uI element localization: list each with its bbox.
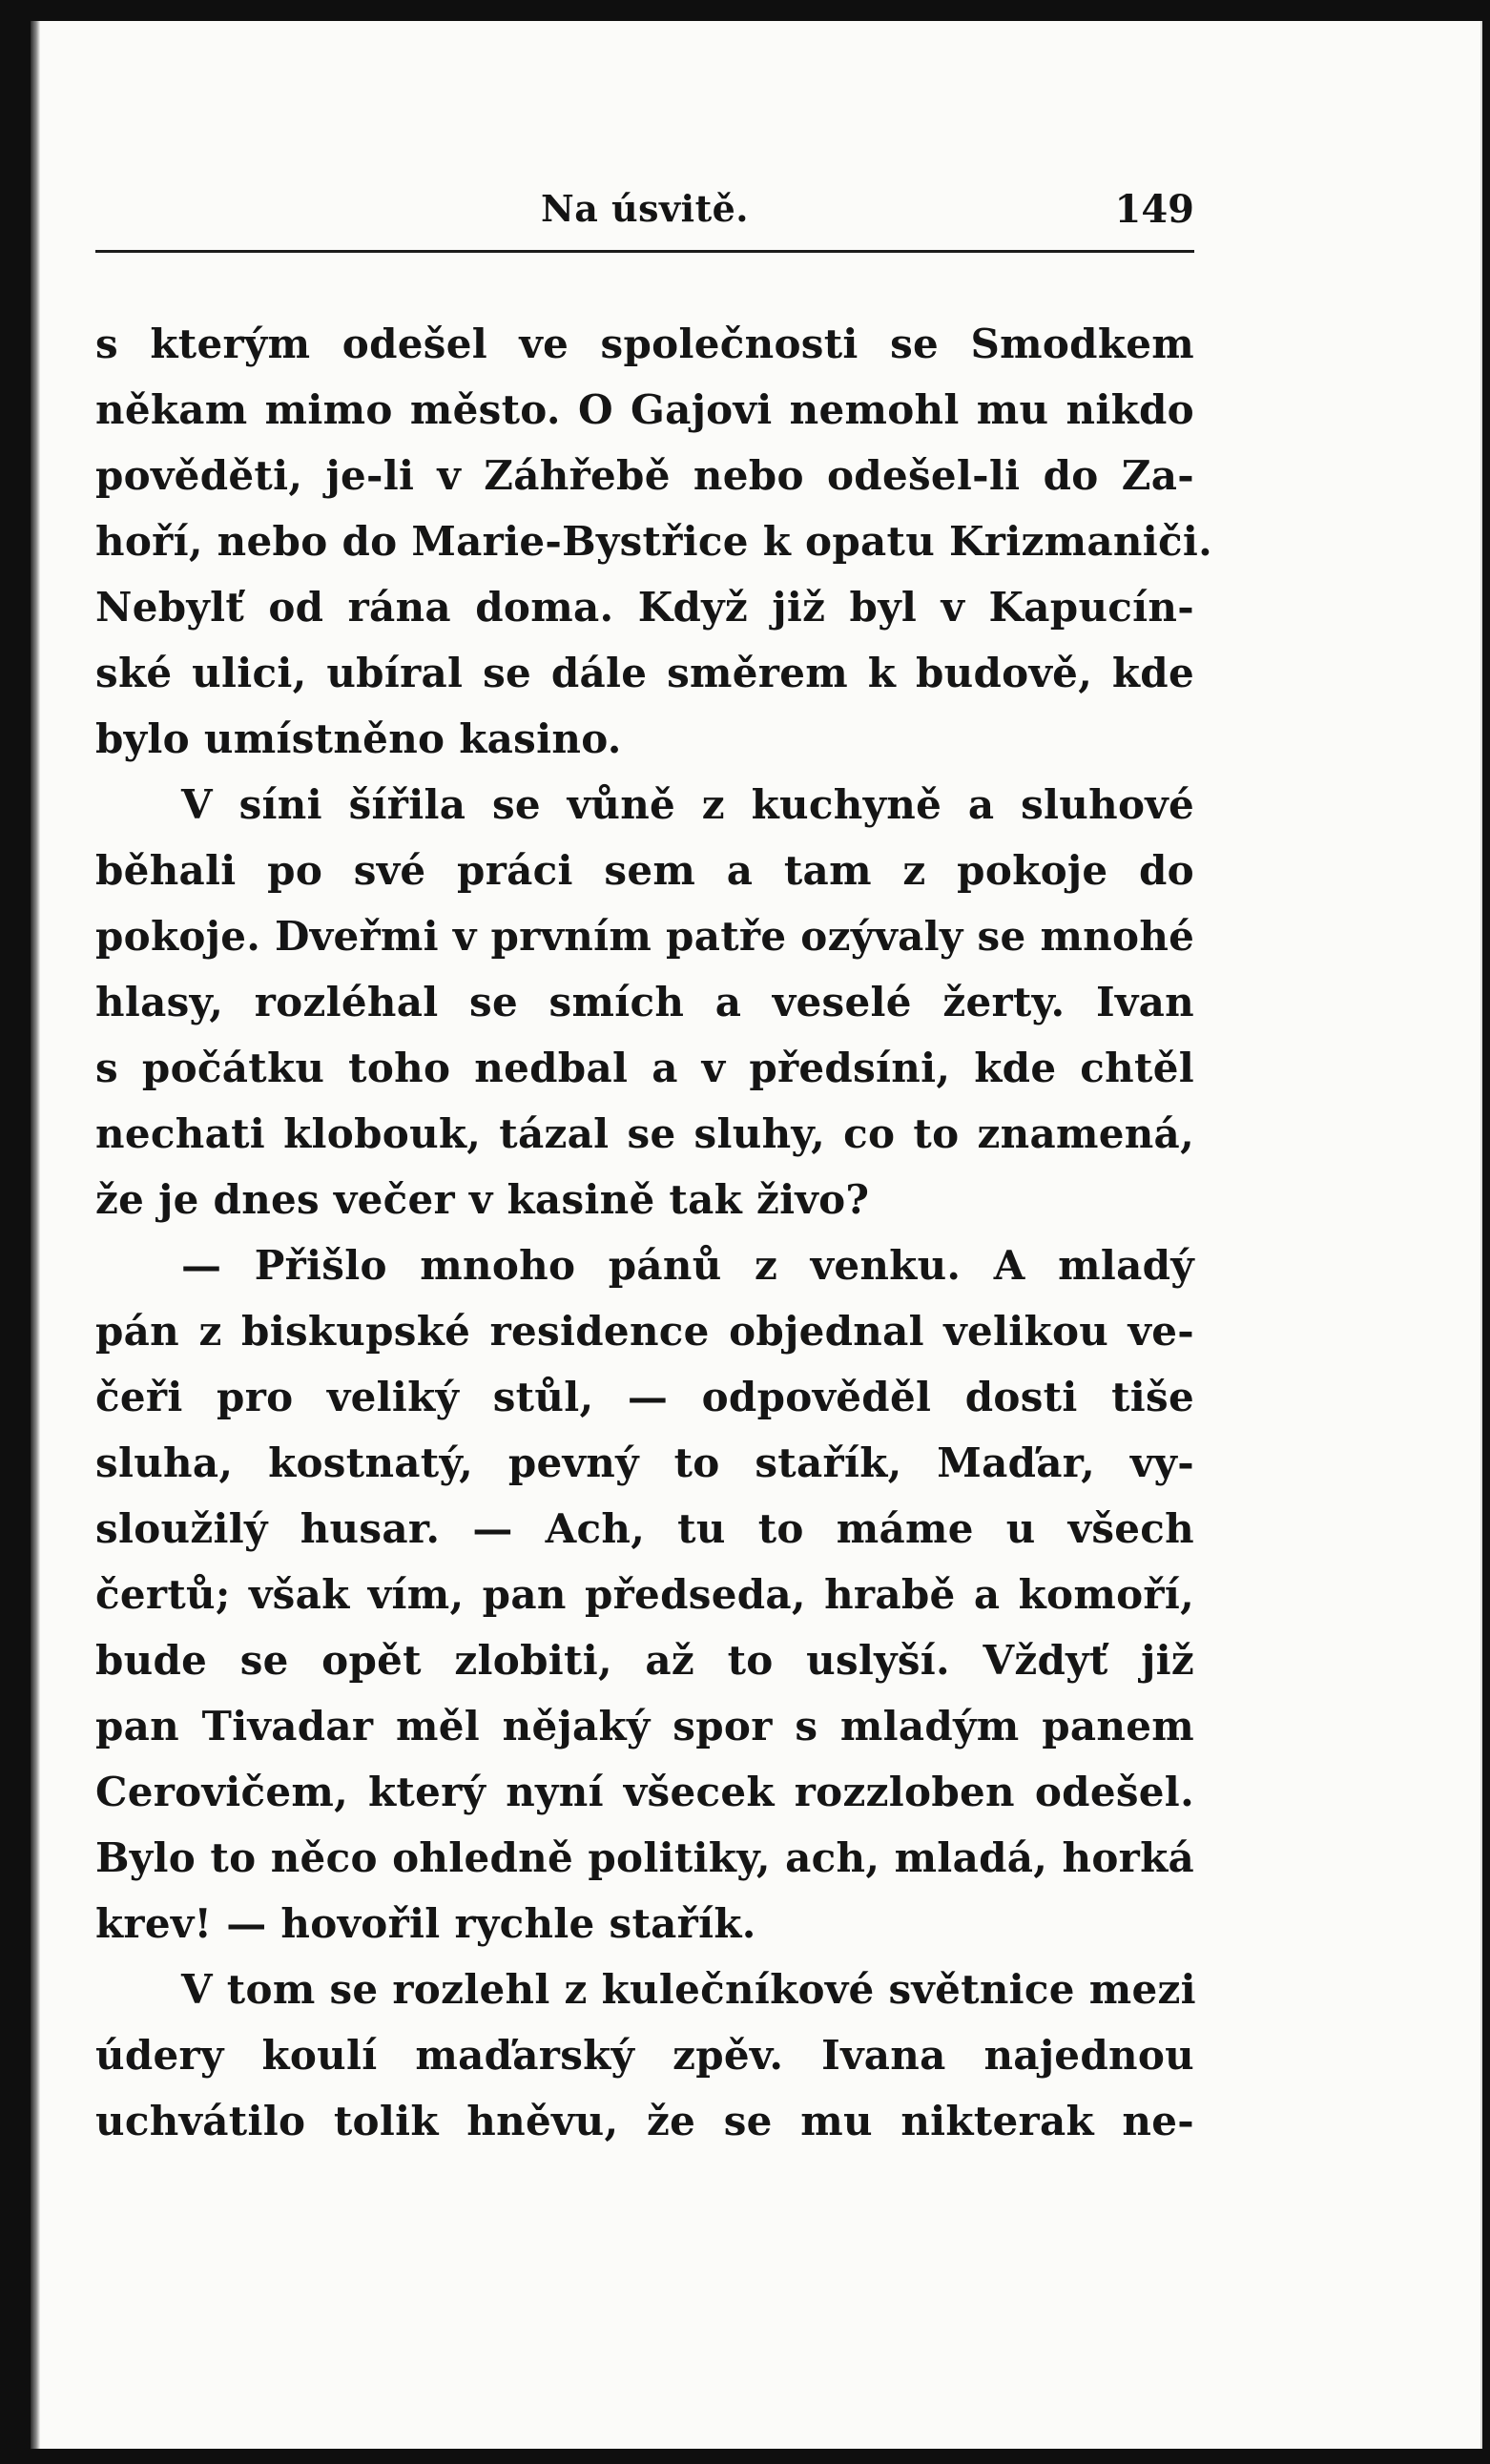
running-head [95, 181, 1194, 248]
text-line: uchvátilo tolik hněvu, že se mu nikterak ne- [95, 2098, 1194, 2144]
text-line: pověděti, je-li v Záhřebě nebo odešel-li do Za- [95, 452, 1194, 499]
text-line: bylo umístněno kasino. [95, 715, 622, 762]
text-line: pokoje. Dveřmi v prvním patře ozývaly se mnohé [95, 913, 1195, 960]
text-line: hoří, nebo do Marie-Bystřice k opatu Krizmaniči. [95, 518, 1213, 565]
text-line: Bylo to něco ohledně politiky, ach, mladá, horká [95, 1834, 1194, 1881]
text-line: V tom se rozlehl z kulečníkové světnice mezi [181, 1966, 1196, 2013]
text-line: pán z biskupské residence objednal velikou ve- [95, 1308, 1194, 1355]
text-line: s kterým odešel ve společnosti se Smodkem [95, 321, 1194, 367]
text-line: Nebylť od rána doma. Když již byl v Kapucín- [95, 584, 1194, 631]
running-title: Na úsvitě. [540, 187, 750, 230]
text-line: — Přišlo mnoho pánů z venku. A mladý [181, 1242, 1194, 1289]
text-line: krev! — hovořil rychle stařík. [95, 1900, 756, 1947]
text-line: že je dnes večer v kasině tak živo? [95, 1176, 870, 1223]
text-line: nechati klobouk, tázal se sluhy, co to znamená, [95, 1110, 1194, 1157]
text-line: V síni šířila se vůně z kuchyně a sluhové [181, 781, 1194, 828]
text-line: sloužilý husar. — Ach, tu to máme u všech [95, 1505, 1194, 1552]
paragraph [95, 1957, 1194, 2154]
text-line: údery koulí maďarský zpěv. Ivana najednou [95, 2032, 1194, 2079]
text-line: hlasy, rozléhal se smích a veselé žerty. Ivan [95, 979, 1194, 1025]
text-line: čertů; však vím, pan předseda, hrabě a komoří, [95, 1571, 1194, 1618]
binding-edge [31, 21, 40, 2449]
page-number: 149 [1114, 187, 1194, 232]
text-line: pan Tivadar měl nějaký spor s mladým panem [95, 1703, 1194, 1750]
paragraph [95, 1232, 1194, 1957]
body-text [95, 311, 1213, 2154]
text-line: Cerovičem, který nyní všecek rozzloben odešel. [95, 1769, 1194, 1815]
text-line: s počátku toho nedbal a v předsíni, kde chtěl [95, 1045, 1194, 1091]
header-rule [95, 250, 1194, 253]
text-line: sluha, kostnatý, pevný to stařík, Maďar, vy- [95, 1439, 1194, 1486]
text-line: čeři pro veliký stůl, — odpověděl dosti tiše [95, 1374, 1194, 1420]
text-line: ské ulici, ubíral se dále směrem k budově, kde [95, 650, 1194, 696]
paragraph [95, 311, 1213, 772]
paragraph [95, 772, 1194, 1232]
text-line: někam mimo město. O Gajovi nemohl mu nikdo [95, 386, 1194, 433]
text-line: bude se opět zlobiti, až to uslyší. Vždyť již [95, 1637, 1194, 1684]
text-line: běhali po své práci sem a tam z pokoje do [95, 847, 1194, 894]
